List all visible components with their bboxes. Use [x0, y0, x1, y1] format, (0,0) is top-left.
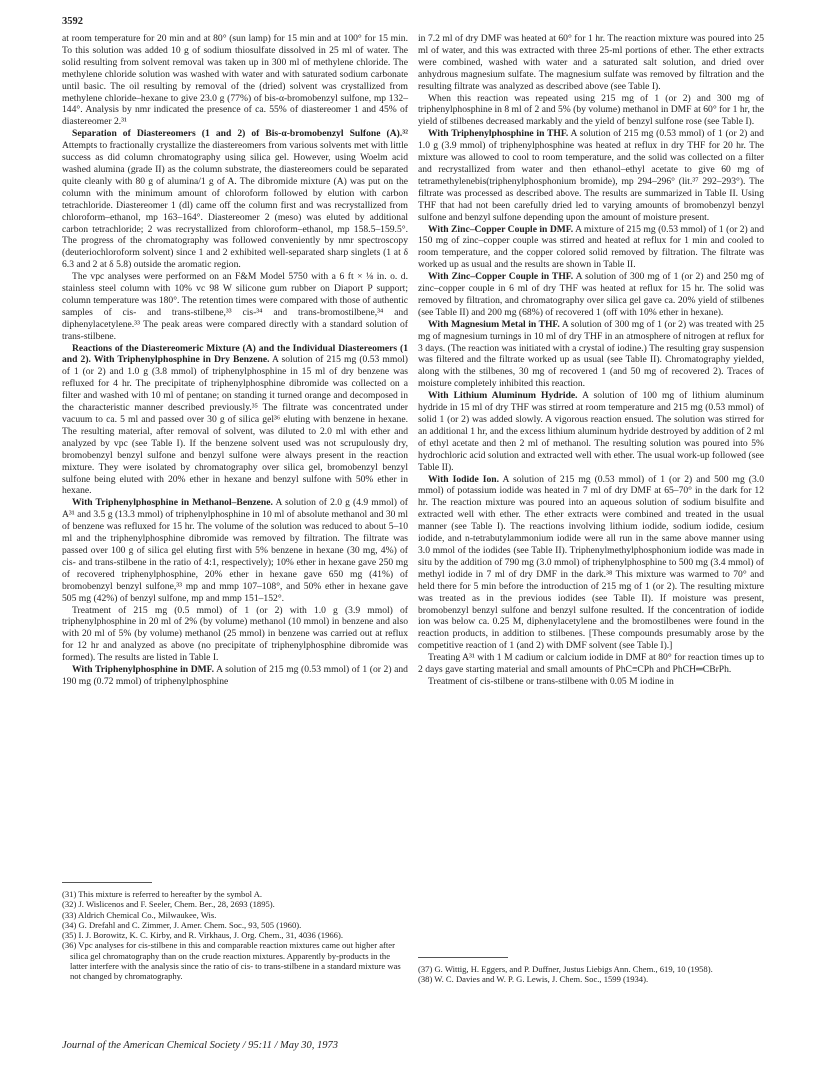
footnote: (36) Vpc analyses for cis-stilbene in this and comparable reaction mixtures came out higher after silica gel chromatography than on the crude reaction mixtures. Apparently by-products in the latter interfere with the analysis since the ratio of cis- to trans-stilbene in a standard mixture was not changed by chromatography. — [62, 940, 401, 982]
paragraph: Separation of Diastereomers (1 and 2) of Bis-α-bromobenzyl Sulfone (A).³² Attempts to fractionally crystallize the diastereomers from various solvents met with little success as did column chromatography using silica gel. However, using Woelm acid washed alumina (grade II) as the column substrate, the diastereomers could be separated quite cleanly with 80 g of alumina/1 g of A. The dibromide mixture (A) was put on the column with the minimum amount of chloroform followed by elution with carbon tetrachloride. Diastereomer 1 (dl) came off the column first and was recrystallized from chloroform–ethanol, mp 163–164°. Diastereomer 2 (meso) was eluted by additional carbon tetrachloride; 2 was recrystallized from chloroform–ethanol, mp 158.5–159.5°. The progress of the chromatography was followed conveniently by nmr spectroscopy (deuteriochloroform solvent) since 1 and 2 exhibited well-separated sharp singlets (1 at δ 6.3 and 2 at δ 5.8) outside the aromatic region. — [62, 128, 408, 271]
paragraph: With Zinc–Copper Couple in DMF. A mixture of 215 mg (0.53 mmol) of 1 (or 2) and 150 mg of zinc–copper couple was stirred and heated at reflux for 1 min and cooled to room temperature, and the copper colored solid removed by filtration. The filtrate was worked up as usual and the results are shown in Table II. — [418, 223, 764, 271]
footnotes-left — [62, 889, 408, 982]
footnote: (38) W. C. Davies and W. P. G. Lewis, J. Chem. Soc., 1599 (1934). — [418, 974, 649, 985]
footnote: (34) G. Drefahl and C. Zimmer, J. Amer. Chem. Soc., 93, 505 (1960). — [62, 919, 302, 930]
footnote-rule — [62, 882, 152, 883]
footnotes-right — [418, 964, 764, 985]
right-column — [418, 33, 764, 688]
section-heading: With Zinc–Copper Couple in THF. — [428, 271, 574, 283]
paragraph: With Magnesium Metal in THF. A solution of 300 mg of 1 (or 2) was treated with 25 mg of magnesium turnings in 10 ml of dry THF in an atmosphere of nitrogen at reflux for 3 days. (The reaction was initiated with a crystal of iodine.) The resulting gray suspension was filtered and the filtrate worked up as usual (see Table II). Chromatography yielded, along with the stilbenes, 30 mg of recovered 1 (and 50 mg of recovered 2). Traces of moisture completely inhibited this reaction. — [418, 318, 765, 390]
section-heading: With Lithium Aluminum Hydride. — [428, 390, 578, 402]
page-number: 3592 — [62, 16, 83, 27]
section-heading: Separation of Diastereomers (1 and 2) of Bis-α-bromobenzyl Sulfone (A).³² — [72, 128, 408, 140]
journal-footer: Journal of the American Chemical Society / 95:11 / May 30, 1973 — [62, 1040, 339, 1051]
paragraph: With Triphenylphosphine in THF. A solution of 215 mg (0.53 mmol) of 1 (or 2) and 1.0 g (3.9 mmol) of triphenylphosphine was heated at reflux in dry THF for 20 hr. The mixture was allowed to cool to room temperature, and the solid was collected on a filter and recrystallized from water and then ethanol–ethyl acetate to give 60 mg of tetramethylenebis(triphenylphosphonium bromide), mp 294–296° (lit.³⁷ 292–293°). The filtrate was processed as described above. The results are summarized in Table II. Using THF that had not been carefully dried led to varying amounts of bromobenzyl benzyl sulfone and benzyl sulfone depending upon the amount of moisture present. — [418, 128, 764, 223]
section-heading: Reactions of the Diastereomeric Mixture (A) and the Individual Diastereomers (1 and 2). With Triphenylphosphine in Dry Benzene. — [62, 342, 408, 366]
section-heading: With Triphenylphosphine in THF. — [428, 128, 569, 140]
paragraph: With Iodide Ion. A solution of 215 mg (0.53 mmol) of 1 (or 2) and 500 mg (3.0 mmol) of potassium iodide was heated in 7 ml of dry DMF at 65–70° in the dark for 12 hr. The reaction mixture was poured into an aqueous solution of sodium bisulfite and extracted well with ether. The ether extracts were combined and treated in the usual manner (see Table I). The reactions involving lithium iodide, sodium iodide, cesium iodide, and n-tetrabutylammonium iodide were all run in the same above manner using 3.0 mmol of the iodides (see Table II). Triphenylmethylphosphonium iodide was made in situ by the addition of 790 mg (3.0 mmol) of triphenylphosphine to 500 mg (3.4 mmol) of methyl iodide in 7 ml of dry DMF in the dark.³⁸ This mixture was warmed to 70° and held there for 5 min before the introduction of 215 mg of 1 (or 2). The resulting mixture was treated as in the previous iodides (see Table II). If moisture was present, bromobenzyl benzyl sulfone and benzyl sulfone resulted. If the concentration of iodide ion was below ca. 0.25 M, diphenylacetylene and the bromostilbenes were found in the reaction products, in addition to stilbenes. [These compounds presumably arose by the competitive reaction of 1 (and 2) with DMF solvent (see Table I).] — [418, 473, 764, 652]
paragraph: The vpc analyses were performed on an F&M Model 5750 with a 6 ft × ⅛ in. o. d. stainless steel column with 10% vc 98 W silicone gum rubber on Diaport P support; column temperature was 180°. The retention times were compared with those of authentic samples of cis- and trans-stilbene,³³ cis-³⁴ and trans-bromostilbene,³⁴ and diphenylacetylene.³³ The peak areas were compared directly with a standard solution of trans-stilbene. — [62, 271, 408, 342]
footnote: (33) Aldrich Chemical Co., Milwaukee, Wis. — [62, 909, 217, 920]
paragraph: With Lithium Aluminum Hydride. A solution of 100 mg of lithium aluminum hydride in 15 ml of dry THF was stirred at room temperature and 215 mg (0.53 mmol) of solid 1 (or 2) was added slowly. A vigorous reaction ensued. The solution was stirred for an additional 1 hr, and the excess lithium aluminum hydride destroyed by addition of 2 ml of ethyl acetate and then 2 ml of methanol. The resulting solution was poured into 5% hydrochloric acid solution and extracted well with ether. The usual work-up followed (see Table II). — [418, 390, 764, 473]
section-heading: With Triphenylphosphine in Methanol–Benzene. — [72, 497, 273, 509]
paragraph: at room temperature for 20 min and at 80° (sun lamp) for 15 min and at 100° for 15 min. To this solution was added 10 g of sodium thiosulfate dissolved in 25 ml of water. The solid resulting from solvent removal was taken up in 300 ml of methylene chloride. The methylene chloride solution was washed with water and with saturated sodium carbonate until basic. The oil resulting by removal of the (dried) solvent was crystallized from methylene chloride–hexane to give 23.0 g (77%) of bis-α-bromobenzyl sulfone, mp 132–144°. Analysis by nmr indicated the presence of ca. 55% of diastereomer 1 and 45% of diastereomer 2.³¹ — [62, 33, 408, 128]
section-heading: With Magnesium Metal in THF. — [428, 318, 560, 330]
section-heading: With Zinc–Copper Couple in DMF. — [428, 223, 574, 235]
left-column — [62, 33, 408, 688]
footnote-rule — [418, 957, 508, 958]
paragraph: in 7.2 ml of dry DMF was heated at 60° for 1 hr. The reaction mixture was poured into 25 ml of water, and this was extracted with three 25-ml portions of ether. The ether extracts were combined, washed with water and a saturated salt solution, and dried over anhydrous magnesium sulfate. The magnesium sulfate was removed by filtration and the resulting filtrate was analyzed as described above (see Table I). — [418, 33, 764, 92]
paragraph: With Zinc–Copper Couple in THF. A solution of 300 mg of 1 (or 2) and 250 mg of zinc–copper couple in 6 ml of dry THF was heated at reflux for 15 hr. The solid was removed by filtration, and chromatography over silica gel gave ca. 20% yield of stilbenes (see Table II) and 200 mg (68%) of recovered 1 (off with 10% ether in hexane). — [418, 271, 765, 318]
paragraph: Treating A³¹ with 1 M cadium or calcium iodide in DMF at 80° for reaction times up to 2 days gave starting material and small amounts of PhC≡CPh and PhCH═CBrPh. — [418, 652, 764, 676]
footnote: (37) G. Wittig, H. Eggers, and P. Duffner, Justus Liebigs Ann. Chem., 619, 10 (1958). — [418, 964, 713, 974]
section-heading: With Triphenylphosphine in DMF. — [72, 664, 215, 676]
footnote: (31) This mixture is referred to hereafter by the symbol A. — [62, 889, 263, 899]
paragraph: Treatment of 215 mg (0.5 mmol) of 1 (or 2) with 1.0 g (3.9 mmol) of triphenylphosphine in 20 ml of 2% (by volume) methanol (10 mmol) in benzene and also with 20 ml of 5% (by volume) methanol (25 mmol) in benzene was carried out at reflux for 12 hr and analyzed as above (no precipitate of triphenylphosphine dibromide was formed). The results are listed in Table I. — [62, 604, 408, 664]
footnote: (32) J. Wislicenos and F. Seeler, Chem. Ber., 28, 2693 (1895). — [62, 899, 275, 910]
paragraph: Treatment of cis-stilbene or trans-stilbene with 0.05 M iodine in — [428, 675, 674, 687]
footnote: (35) I. J. Borowitz, K. C. Kirby, and R. Virkhaus, J. Org. Chem., 31, 4036 (1966). — [62, 930, 343, 941]
paragraph: With Triphenylphosphine in Methanol–Benzene. A solution of 2.0 g (4.9 mmol) of A³¹ and 3.5 g (13.3 mmol) of triphenylphosphine in 10 ml of absolute methanol and 30 ml of benzene was refluxed for 15 hr. The volume of the solution was reduced to about 5–10 ml and the triphenylphosphine dibromide was removed by filtration. The filtrate was passed over 100 g of silica gel eluting first with 5% benzene in hexane (30 mg, 4%) of cis- and trans-stilbene in the ratio of 4:1, respectively); 10% ether in hexane gave 250 mg of recovered triphenylphosphine, 20% ether in hexane gave 650 mg (41%) of bromobenzyl benzyl sulfone,³³ mp and mmp 107–108°, and 50% ether in hexane gave 505 mg (42%) of benzyl sulfone, mp and mmp 151–152°. — [62, 497, 408, 604]
paragraph: Reactions of the Diastereomeric Mixture (A) and the Individual Diastereomers (1 and 2). With Triphenylphosphine in Dry Benzene. A solution of 215 mg (0.53 mmol) of 1 (or 2) and 1.0 g (3.8 mmol) of triphenylphosphine in 15 ml of dry benzene was refluxed for 4 hr. The precipitate of triphenylphosphine dibromide was collected on a filter and washed with 10 ml of pentane; on standing it turned orange and decomposed in the characteristic manner described previously.³⁵ The filtrate was concentrated under vacuum to ca. 5 ml and passed over 30 g of silica gel³⁶ eluting with benzene in hexane. The resulting material, after removal of solvent, was diluted to 2.0 ml with ether and analyzed by vpc (see Table I). If the benzene solvent used was not scrupulously dry, bromobenzyl benzyl sulfone and benzyl sulfone were always present in the reaction mixture. They were isolated by chromatography over silica gel, bromobenzyl benzyl sulfone being eluted with 20% ether in hexane and benzyl sulfone with 50% ether in hexane. — [62, 342, 408, 497]
paragraph: When this reaction was repeated using 215 mg of 1 (or 2) and 300 mg of triphenylphosphine in 8 ml of 2 and 5% (by volume) methanol in DMF at 60° for 1 hr, the yield of stilbenes decreased markably and the yield of benzyl sulfone rose (see Table I). — [418, 92, 764, 128]
paragraph: With Triphenylphosphine in DMF. A solution of 215 mg (0.53 mmol) of 1 (or 2) and 190 mg (0.72 mmol) of triphenylphosphine — [62, 664, 408, 687]
section-heading: With Iodide Ion. — [428, 473, 500, 485]
